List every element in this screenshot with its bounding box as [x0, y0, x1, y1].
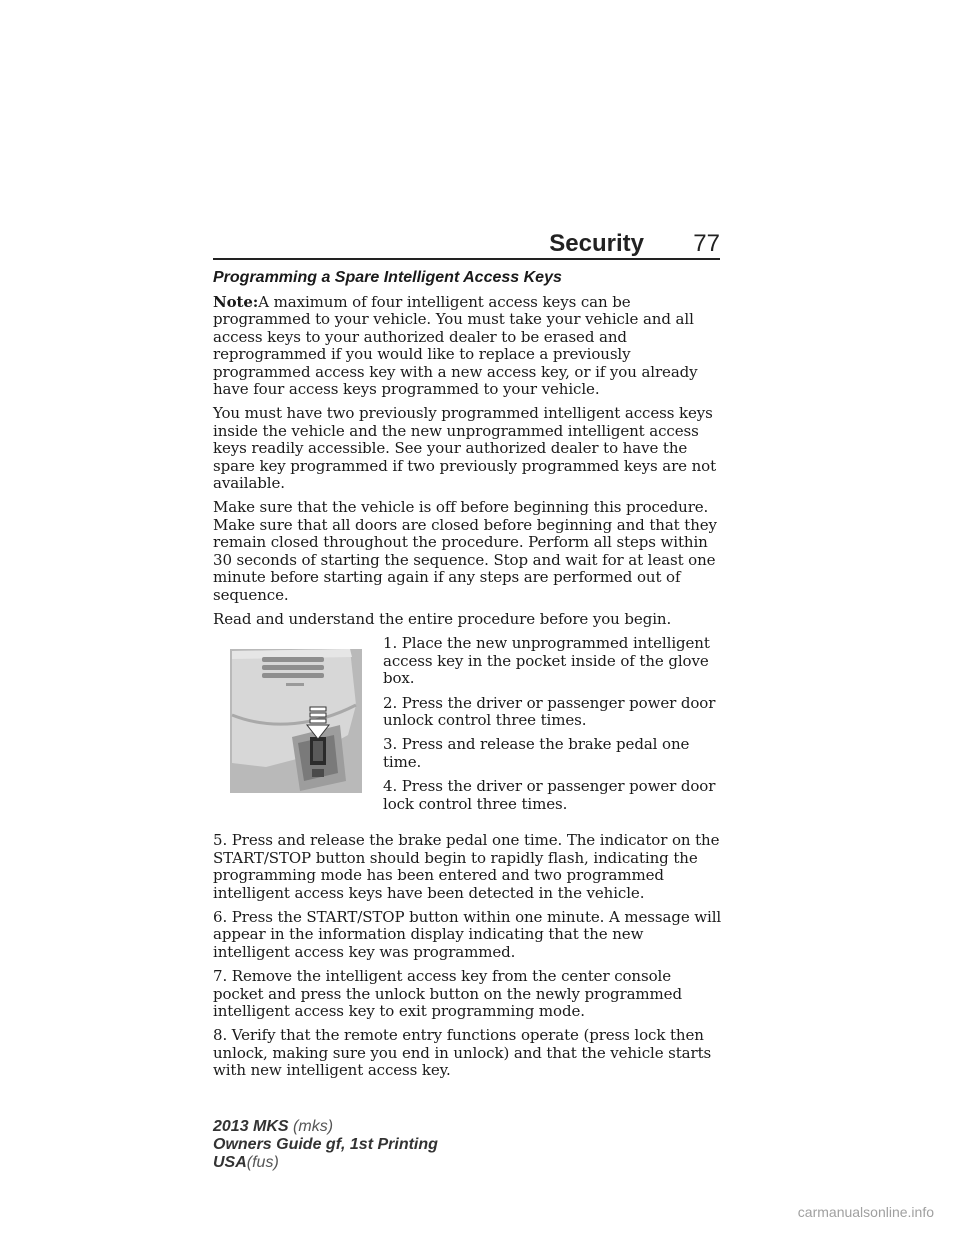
footer-region-code: (fus): [246, 1154, 279, 1171]
section-heading: Programming a Spare Intelligent Access Keys: [213, 269, 562, 286]
footer-guide: Owners Guide gf, 1st Printing: [213, 1136, 438, 1153]
step-item: 3. Press and release the brake pedal one time.: [383, 735, 690, 771]
body-paragraph: Read and understand the entire procedure before you begin.: [213, 609, 672, 628]
figure-with-steps: [213, 635, 723, 823]
step-item: 4. Press the driver or passenger power door lock control three times.: [383, 777, 716, 813]
page-content: [213, 268, 723, 1087]
door-lock-control-illustration: [222, 645, 370, 793]
body-paragraph: Make sure that the vehicle is off before beginning this procedure. Make sure that all doors are closed before beginning and that they remain closed throughout the procedure. Perform all steps within 30 seconds of starting the sequence. Stop and wait for at least one minute before starting again if any steps are performed out of sequence.: [213, 498, 717, 604]
note-label: Note:: [213, 293, 259, 311]
body-paragraph: You must have two previously programmed intelligent access keys inside the vehicle and the new unprogrammed intelligent access keys readily accessible. See your authorized dealer to have the spare key programmed if two previously programmed keys are not available.: [213, 404, 717, 493]
footer-region: USA: [213, 1154, 247, 1171]
page-header: [213, 226, 720, 260]
footer-model: 2013 MKS: [213, 1118, 289, 1135]
header-rule: [213, 258, 720, 260]
step-item: 8. Verify that the remote entry functions operate (press lock then unlock, making sure you end in unlock) and that the vehicle starts with new intelligent access key.: [213, 1026, 712, 1080]
watermark: carmanualsonline.info: [797, 1204, 934, 1220]
step-item: 5. Press and release the brake pedal one time. The indicator on the START/STOP button should begin to rapidly flash, indicating the programming mode has been entered and two programmed intelligent access keys have been detected in the vehicle.: [213, 831, 720, 902]
note-text: A maximum of four intelligent access keys can be programmed to your vehicle. You must take your vehicle and all access keys to your authorized dealer to be erased and reprogrammed if you would like to replace a previously programmed access key with a new access key, or if you already have four access keys programmed to your vehicle.: [213, 293, 698, 399]
step-item: 1. Place the new unprogrammed intelligent access key in the pocket inside of the glove box.: [383, 634, 710, 688]
step-item: 6. Press the START/STOP button within one minute. A message will appear in the information display indicating that the new intelligent access key was programmed.: [213, 907, 722, 961]
steps-column: [383, 635, 723, 820]
step-item: 7. Remove the intelligent access key from the center console pocket and press the unlock button on the newly programmed intelligent access key to exit programming mode.: [213, 967, 682, 1020]
step-item: 2. Press the driver or passenger power door unlock control three times.: [383, 693, 716, 729]
document-footer: [213, 1118, 438, 1172]
footer-model-code: (mks): [293, 1118, 334, 1135]
page-title: Security: [549, 230, 644, 257]
page-number: 77: [693, 230, 720, 257]
note-paragraph: [213, 294, 723, 398]
